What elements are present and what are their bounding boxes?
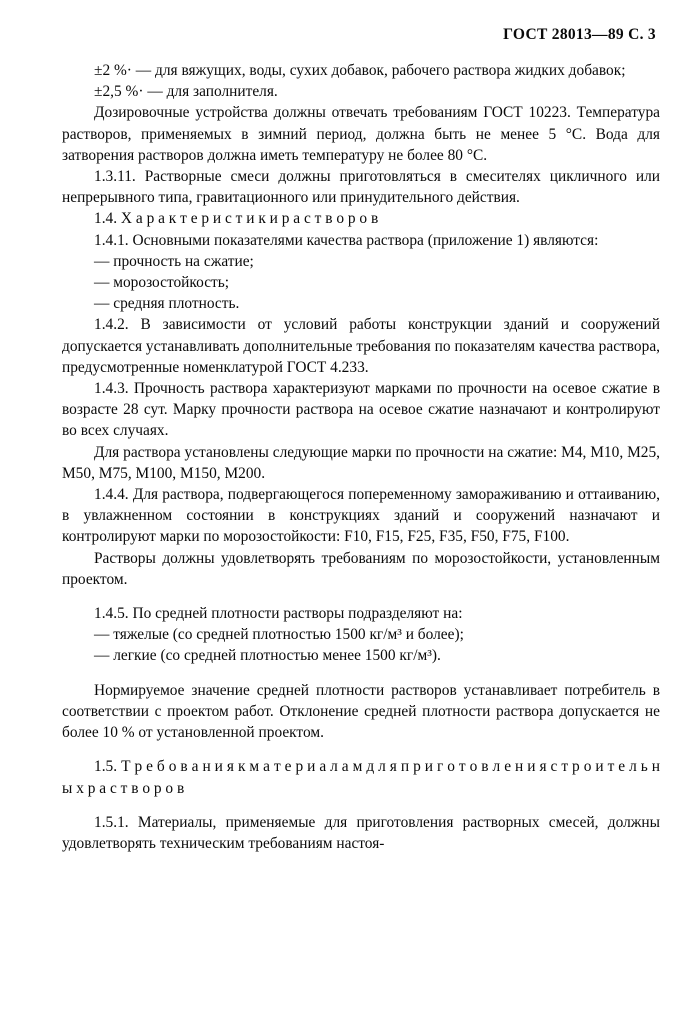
paragraph-clause-1-4-3: 1.4.3. Прочность раствора характеризуют марками по прочности на осевое сжатие в возрасте 28 сут. Марку прочности раствора на осевое сжатие назначают и контролируют во всех случаях. <box>62 380 660 440</box>
paragraph-clause-1-4-2: 1.4.2. В зависимости от условий работы конструкции зданий и сооружений допускается устанавливать дополнительные требования по показателям качества раствора, предусмотренные номенклатурой ГОСТ 4.233. <box>62 316 660 376</box>
paragraph-dosing-devices: Дозировочные устройства должны отвечать требованиям ГОСТ 10223. Температура растворов, применяемых в зимний период, должна быть не менее 5 °С. Вода для затворения растворов должна иметь температуру не более 80 °С. <box>62 104 660 164</box>
paragraph-strength-grades: Для раствора установлены следующие марки по прочности на сжатие: М4, М10, М25, М50, М75, М100, М150, М200. <box>62 443 660 482</box>
list-item-average-density: — средняя плотность. <box>94 295 240 313</box>
list-item-compressive-strength: — прочность на сжатие; <box>94 252 254 270</box>
paragraph-clause-1-4-4: 1.4.4. Для раствора, подвергающегося попеременному замораживанию и оттаиванию, в увлажненном состоянии в конструкциях зданий и сооружений назначают и контролируют марки по морозостойкости: F10, F15, F25, F35, F50, F75, F100. <box>62 486 660 546</box>
document-body <box>62 60 660 854</box>
paragraph-tolerance-aggregate: ±2,5 %· — для заполнителя. <box>94 83 278 101</box>
heading-clause-1-4: 1.4. Х а р а к т е р и с т и к и р а с т в о р о в <box>94 210 379 228</box>
paragraph-clause-1-3-11: 1.3.11. Растворные смеси должны приготовляться в смесителях цикличного или непрерывного типа, гравитационного или принудительного действия. <box>62 168 660 207</box>
heading-clause-1-5: 1.5. Т р е б о в а н и я к м а т е р и а л а м д л я п р и г о т о в л е н и я с т р о и т е л ь н ы х р а с т в о р о в <box>62 758 660 797</box>
paragraph-density-normalization: Нормируемое значение средней плотности растворов устанавливает потребитель в соответствии с проектом работ. Отклонение средней плотности раствора допускается не более 10 % от установленной проектом. <box>62 681 660 742</box>
paragraph-frost-requirements: Растворы должны удовлетворять требованиям по морозостойкости, установленным проектом. <box>62 549 660 588</box>
paragraph-clause-1-4-5: 1.4.5. По средней плотности растворы подразделяют на: <box>94 605 463 623</box>
paragraph-tolerance-binders: ±2 %· — для вяжущих, воды, сухих добавок, рабочего раствора жидких добавок; <box>94 62 626 79</box>
page-header: ГОСТ 28013—89 С. 3 <box>503 26 656 43</box>
paragraph-clause-1-5-1: 1.5.1. Материалы, применяемые для приготовления растворных смесей, должны удовлетворять техническим требованиям настоя- <box>62 813 660 852</box>
list-item-heavy-mortar: — тяжелые (со средней плотностью 1500 кг/м³ и более); <box>94 626 464 644</box>
paragraph-clause-1-4-1: 1.4.1. Основными показателями качества раствора (приложение 1) являются: <box>94 231 599 249</box>
list-item-frost-resistance: — морозостойкость; <box>94 274 230 292</box>
list-item-light-mortar: — легкие (со средней плотностью менее 1500 кг/м³). <box>94 647 441 665</box>
